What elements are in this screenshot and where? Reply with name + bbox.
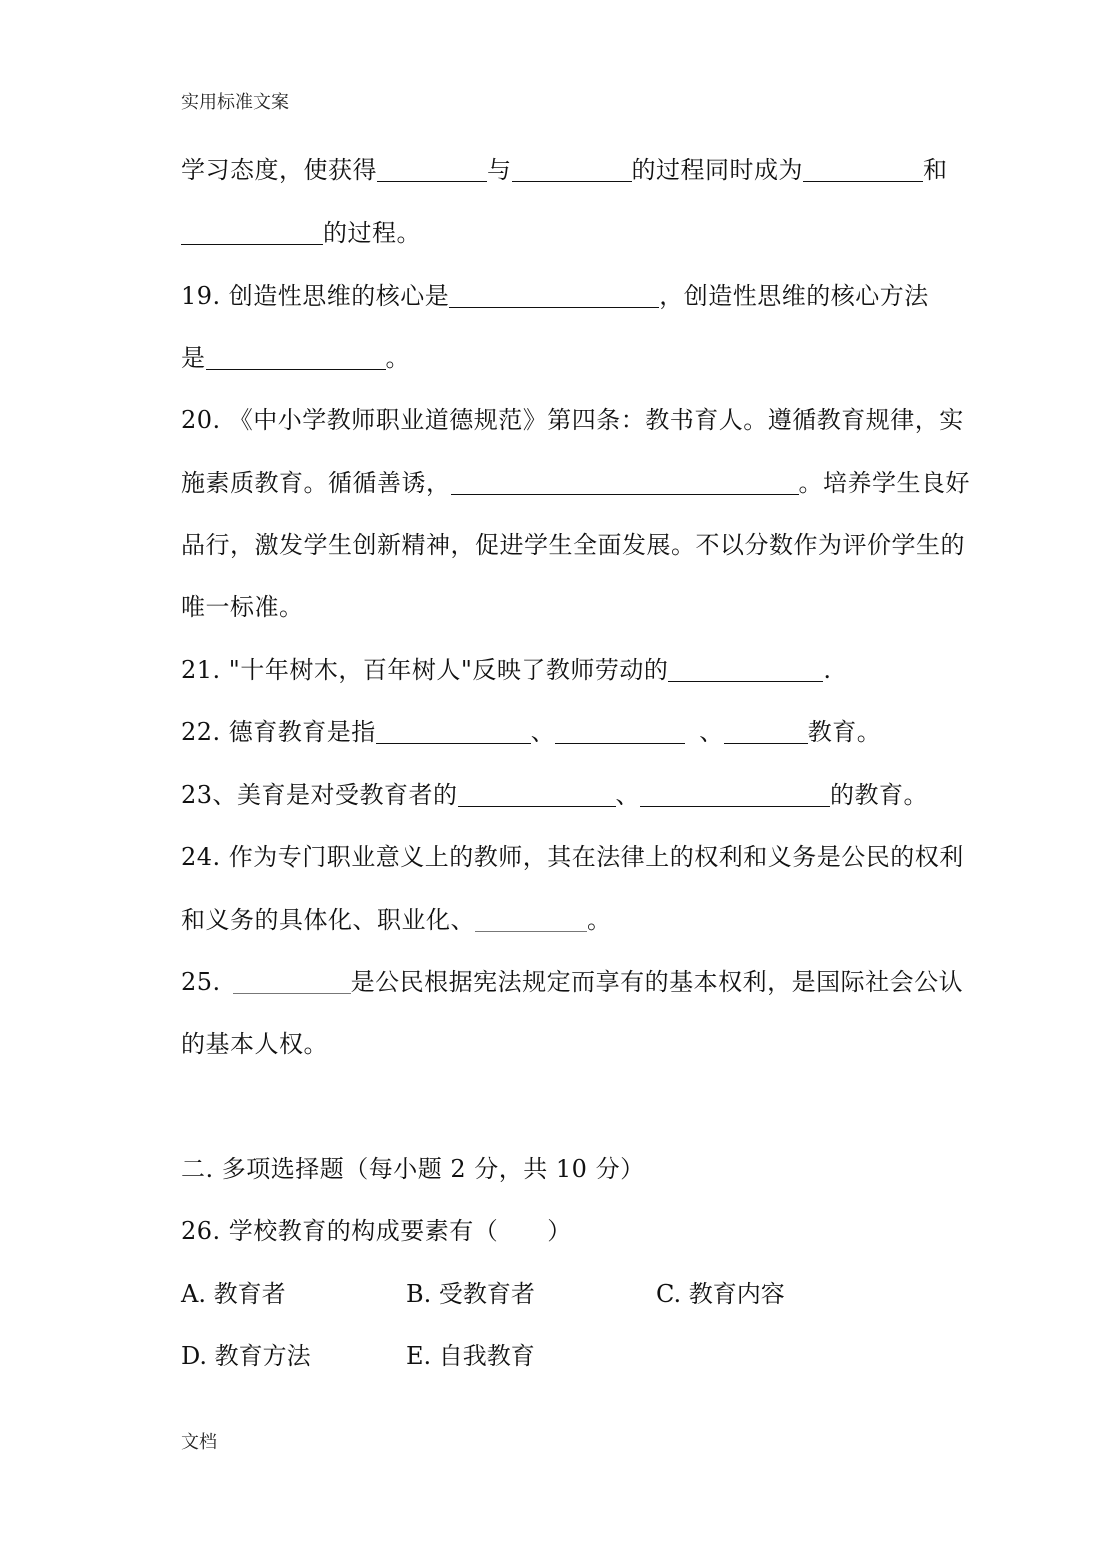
q18-line-1 [181, 154, 948, 186]
q25-line-1 [181, 966, 964, 998]
q26-option-a[interactable]: A. 教育者 [181, 1280, 286, 1308]
q20-text-b: 。培养学生良好 [798, 469, 970, 497]
q19-blank-1[interactable] [449, 281, 659, 308]
q23-blank-1[interactable] [458, 780, 616, 807]
q24-text-a: 和义务的具体化、职业化、 [181, 906, 475, 934]
q18-blank-1[interactable] [377, 155, 487, 182]
q18-text-b: 与 [487, 156, 512, 184]
q20-line-3: 品行，激发学生创新精神，促进学生全面发展。不以分数作为评价学生的 [181, 531, 965, 559]
q23-text-b: 、 [615, 781, 641, 809]
q18-text-a: 学习态度，使获得 [181, 156, 377, 184]
q19-text-d: 。 [385, 344, 410, 372]
q26-option-c[interactable]: C. 教育内容 [656, 1280, 785, 1308]
q22-text-b: 、 [530, 718, 556, 746]
q25-text-b: 是公民根据宪法规定而享有的基本权利，是国际社会公认 [350, 968, 964, 996]
q19-text-c: 是 [181, 344, 206, 372]
q21-text-b: . [823, 656, 832, 684]
q18-blank-4[interactable] [181, 218, 323, 245]
q22-text-d: 教育。 [807, 718, 882, 746]
page-header: 实用标准文案 [181, 92, 289, 113]
q18-text-e: 的过程。 [323, 219, 421, 247]
q21-text-a: 21. "十年树木，百年树人"反映了教师劳动的 [181, 656, 669, 684]
q23-line [181, 779, 941, 811]
q22-blank-2[interactable] [555, 717, 685, 744]
q21-blank-1[interactable] [668, 655, 823, 682]
q19-text-a: 19. 创造性思维的核心是 [181, 282, 450, 310]
q25-number: 25. [181, 968, 221, 996]
q26-option-d[interactable]: D. 教育方法 [181, 1342, 311, 1370]
q20-line-1: 20. 《中小学教师职业道德规范》第四条：教书育人。遵循教育规律，实 [181, 406, 964, 434]
q20-blank-1[interactable] [451, 468, 799, 495]
q22-line [181, 716, 941, 748]
q26-stem: 26. 学校教育的构成要素有（ ） [181, 1217, 572, 1245]
q25-line-2: 的基本人权。 [181, 1030, 328, 1058]
q23-text-a: 23、美育是对受教育者的 [181, 781, 458, 809]
q24-line-1: 24. 作为专门职业意义上的教师，其在法律上的权利和义务是公民的权利 [181, 843, 964, 871]
page-footer: 文档 [181, 1432, 217, 1453]
q19-line-1 [181, 280, 941, 312]
q20-line-2 [181, 467, 970, 499]
section-2-title: 二. 多项选择题（每小题 2 分，共 10 分） [181, 1155, 645, 1183]
q23-text-c: 的教育。 [830, 781, 929, 809]
q21-line [181, 654, 941, 686]
q25-blank-1[interactable] [233, 967, 351, 994]
q18-blank-2[interactable] [512, 155, 632, 182]
q24-text-b: 。 [587, 906, 612, 934]
q26-option-e[interactable]: E. 自我教育 [406, 1342, 535, 1370]
q18-text-c: 的过程同时成为 [631, 156, 803, 184]
q19-blank-2[interactable] [206, 343, 386, 370]
q22-blank-1[interactable] [376, 717, 531, 744]
q19-text-b: ，创造性思维的核心方法 [659, 282, 929, 310]
q18-line-2 [181, 217, 941, 249]
q24-line-2 [181, 904, 941, 936]
q19-line-2 [181, 342, 941, 374]
q26-option-b[interactable]: B. 受教育者 [406, 1280, 535, 1308]
q24-blank-1[interactable] [475, 905, 587, 932]
q22-text-c: 、 [699, 718, 724, 746]
q20-text-a: 施素质教育。循循善诱， [181, 469, 451, 497]
q22-text-a: 22. 德育教育是指 [181, 718, 376, 746]
q18-text-d: 和 [923, 156, 948, 184]
q22-blank-3[interactable] [724, 717, 808, 744]
q23-blank-2[interactable] [640, 780, 830, 807]
q20-line-4: 唯一标准。 [181, 593, 304, 621]
q18-blank-3[interactable] [803, 155, 923, 182]
